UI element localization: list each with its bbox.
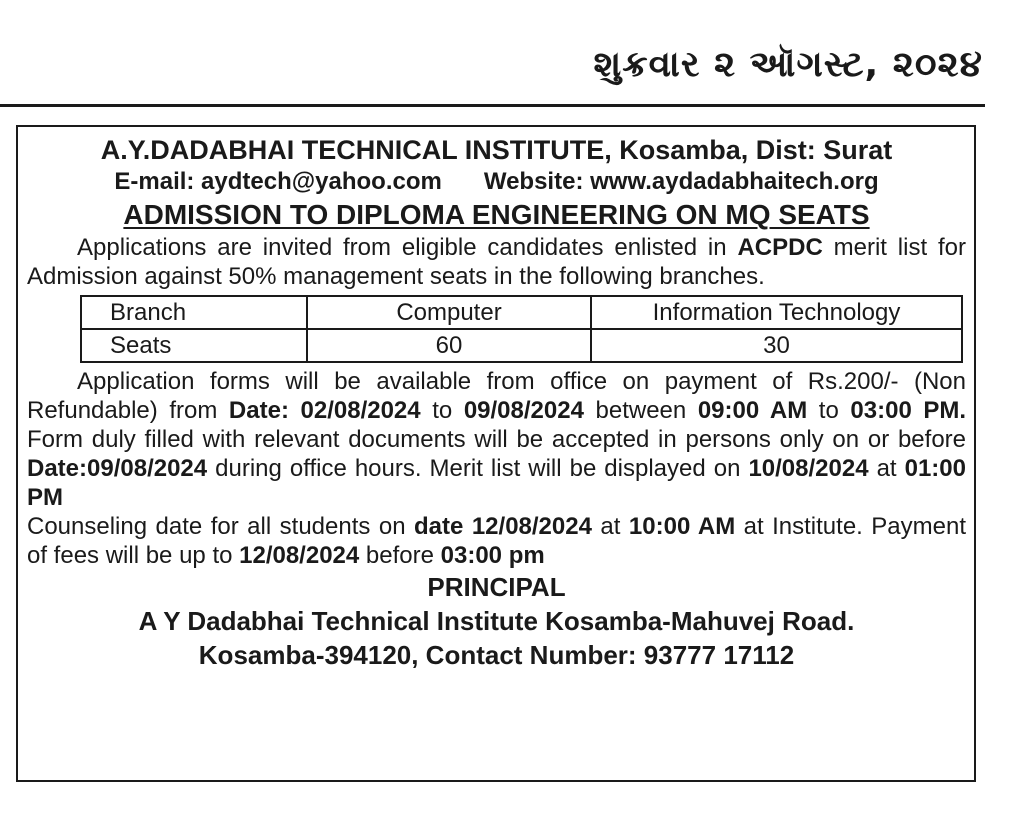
table-cell: 60 (307, 329, 591, 362)
forms-text: during office hours. Merit list will be displayed on (207, 455, 749, 482)
newspaper-date-line: શુક્રવાર ૨ ઑગસ્ટ, ૨૦૨૪ (593, 44, 983, 85)
forms-bold: 09/08/2024 (463, 397, 584, 424)
forms-text: Application forms will be available from office on payment of Rs.200/- (Non Refundable) from (27, 368, 966, 424)
table-cell: Branch (81, 296, 307, 329)
counseling-text: at (591, 513, 629, 540)
counseling-bold: 10:00 AM (628, 513, 736, 540)
table-cell: Information Technology (591, 296, 962, 329)
forms-text: to (420, 397, 464, 424)
forms-bold: 09:00 AM (697, 397, 808, 424)
intro-text-2: merit list for Admission against 50% management seats in the following branches. (27, 234, 966, 290)
forms-text: to (807, 397, 851, 424)
intro-acpdc: ACPDC (737, 234, 823, 261)
counseling-text: Counseling date for all students on (27, 513, 415, 540)
application-forms-paragraph (27, 367, 966, 512)
website-text: Website: www.aydadabhaitech.org (483, 168, 879, 195)
forms-text: at (868, 455, 905, 482)
forms-text: Form duly filled with relevant documents will be accepted in persons only on or before (27, 426, 966, 453)
intro-paragraph (27, 233, 966, 291)
contact-line (27, 166, 966, 197)
counseling-bold: 03:00 pm (440, 542, 545, 569)
table-row (81, 296, 962, 329)
signature-title: PRINCIPAL (427, 572, 566, 602)
table-cell: 30 (591, 329, 962, 362)
forms-bold: 03:00 PM. (850, 397, 967, 424)
email-text: E-mail: aydtech@yahoo.com (114, 168, 442, 195)
counseling-bold: 12/08/2024 (239, 542, 360, 569)
counseling-bold: date 12/08/2024 (414, 513, 592, 540)
signature-institute: A Y Dadabhai Technical Institute Kosamba-Mahuvej Road. (138, 606, 855, 636)
forms-bold: Date: 02/08/2024 (228, 397, 421, 424)
forms-bold: 10/08/2024 (748, 455, 869, 482)
institute-line: A.Y.DADABHAI TECHNICAL INSTITUTE, Kosamba, Dist: Surat (100, 135, 893, 165)
header-rule (0, 104, 985, 107)
seats-table (80, 295, 963, 363)
forms-bold: Date:09/08/2024 (27, 455, 208, 482)
counseling-paragraph (27, 512, 966, 570)
forms-bold: 01:00 PM (27, 455, 966, 511)
signature-address: Kosamba-394120, Contact Number: 93777 17112 (198, 640, 795, 670)
table-cell: Computer (307, 296, 591, 329)
counseling-text: at Institute. Payment of fees will be up to (27, 513, 967, 569)
counseling-text: before (359, 542, 441, 569)
table-row (81, 329, 962, 362)
admission-notice (16, 125, 976, 782)
notice-heading: ADMISSION TO DIPLOMA ENGINEERING ON MQ SEATS (123, 199, 870, 230)
intro-text-1: Applications are invited from eligible candidates enlisted in (77, 234, 738, 261)
forms-text: between (583, 397, 698, 424)
table-cell: Seats (81, 329, 307, 362)
